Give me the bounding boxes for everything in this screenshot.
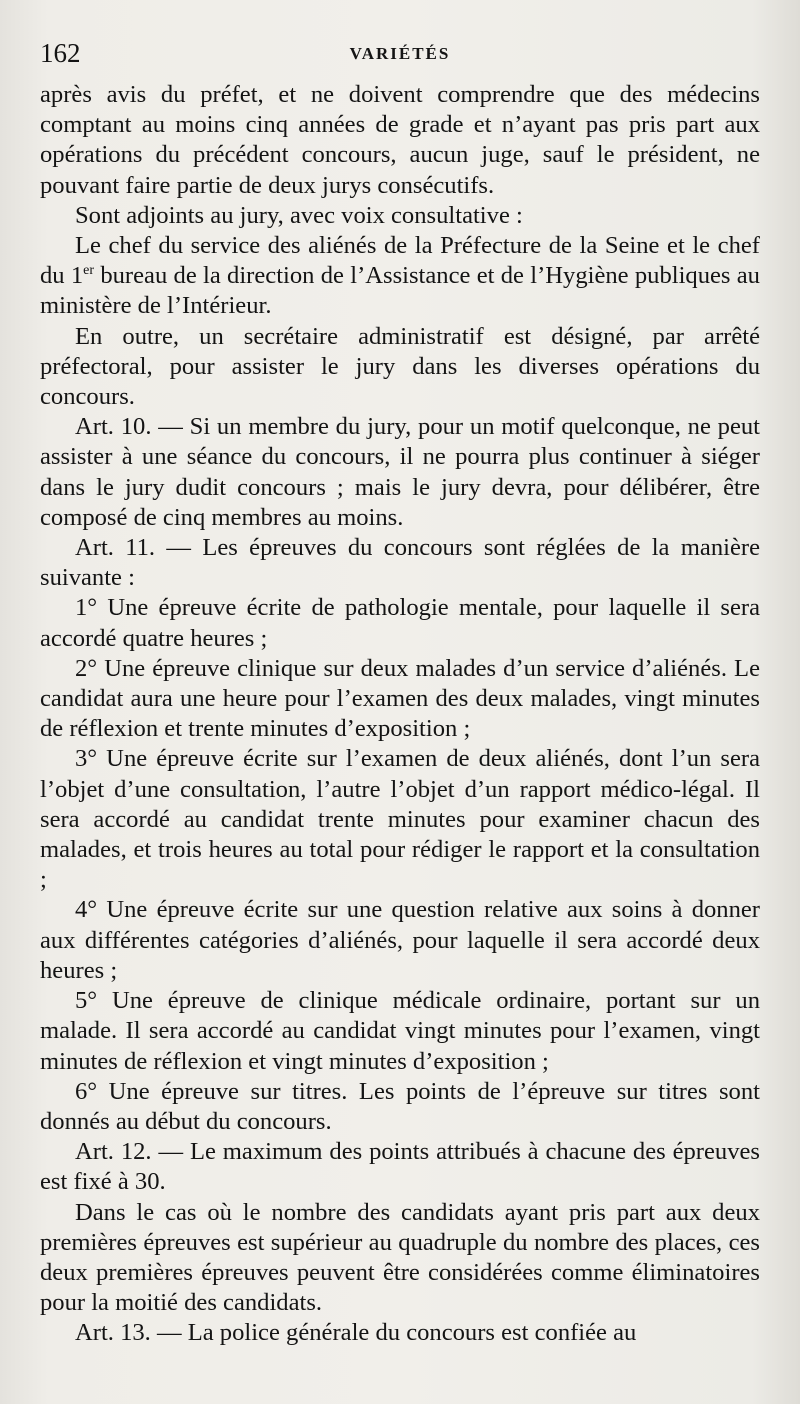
paragraph: Sont adjoints au jury, avec voix consultative : (75, 201, 523, 229)
page-number: 162 (40, 38, 81, 68)
list-item: 1° Une épreuve écrite de pathologie mentale, pour laquelle il sera accordé quatre heures ; (40, 594, 760, 652)
paragraph-text: bureau de la direction de l’Assistance et de l’Hygiène publiques au ministère de l’Intérieur. (40, 262, 760, 320)
paragraph: Dans le cas où le nombre des candidats ayant pris part aux deux premières épreuves est supérieur au quadruple du nombre des places, ces deux premières épreuves peuvent être considérées comme éliminatoires pour la moitié des candidats. (40, 1198, 760, 1317)
article-12: Art. 12. — Le maximum des points attribués à chacune des épreuves est fixé à 30. (40, 1138, 760, 1196)
paragraph: après avis du préfet, et ne doivent comprendre que des médecins comptant au moins cinq années de grade et n’ayant pas pris part aux opérations du précédent concours, aucun juge, sauf le président, ne pouvant faire partie de deux jurys consécutifs. (40, 81, 760, 199)
page-header (40, 34, 760, 80)
superscript: er (83, 263, 95, 279)
paragraph-text: Le chef du service des aliénés de la Préfecture de la Seine et le chef du 1 (40, 232, 760, 290)
list-item: 3° Une épreuve écrite sur l’examen de deux aliénés, dont l’un sera l’objet d’une consultation, l’autre l’objet d’un rapport médico-légal. Il sera accordé au candidat trente minutes pour examiner chacun des malades, et trois heures au total pour rédiger le rapport et la consultation ; (40, 745, 760, 894)
article-13: Art. 13. — La police générale du concours est confiée au (75, 1319, 637, 1347)
article-11: Art. 11. — Les épreuves du concours sont réglées de la manière suivante : (40, 534, 760, 592)
list-item: 6° Une épreuve sur titres. Les points de l’épreuve sur titres sont donnés au début du concours. (40, 1077, 760, 1135)
paragraph (40, 231, 760, 322)
article-10: Art. 10. — Si un membre du jury, pour un motif quelconque, ne peut assister à une séance du concours, il ne pourra plus continuer à siéger dans le jury dudit concours ; mais le jury devra, pour délibérer, être composé de cinq membres au moins. (40, 413, 760, 531)
list-item: 2° Une épreuve clinique sur deux malades d’un service d’aliénés. Le candidat aura une heure pour l’examen des deux malades, vingt minutes de réflexion et trente minutes d’exposition ; (40, 654, 760, 743)
list-item: 4° Une épreuve écrite sur une question relative aux soins à donner aux différentes catégories d’aliénés, pour laquelle il sera accordé deux heures ; (40, 896, 760, 984)
list-item: 5° Une épreuve de clinique médicale ordinaire, portant sur un malade. Il sera accordé au candidat vingt minutes pour l’examen, vingt minutes de réflexion et vingt minutes d’exposition ; (40, 987, 760, 1075)
running-head: VARIÉTÉS (349, 44, 451, 63)
page-body (40, 80, 760, 1349)
paragraph: En outre, un secrétaire administratif est désigné, par arrêté préfectoral, pour assister le jury dans les diverses opérations du concours. (40, 322, 760, 411)
